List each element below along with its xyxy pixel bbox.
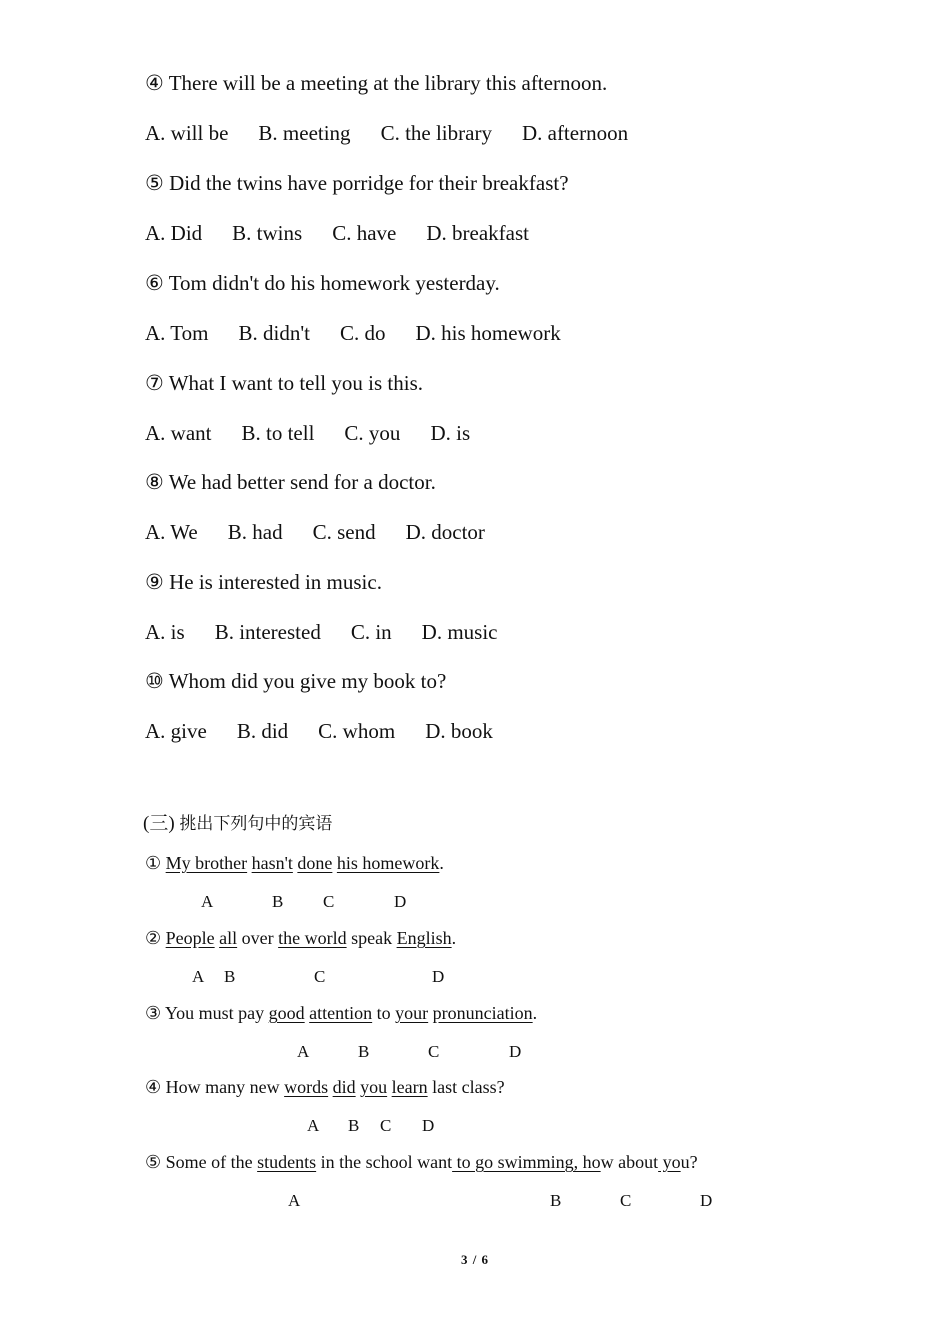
sentence-text: .: [451, 928, 457, 948]
label-d: D: [700, 1191, 713, 1210]
label-d: D: [432, 967, 445, 986]
question-5-options: [145, 221, 559, 246]
option-c: C. the library: [380, 121, 492, 145]
underlined-segment: hasn't: [251, 853, 293, 873]
sentence-text: to: [372, 1003, 396, 1023]
option-d: D. his homework: [415, 321, 561, 345]
question-8-options: [145, 520, 515, 545]
option-a: A. We: [145, 520, 198, 544]
underlined-segment: good: [268, 1003, 305, 1023]
label-b: B: [358, 1042, 370, 1061]
question-10-options: [145, 719, 523, 744]
question-9-options: [145, 620, 528, 645]
label-c: C: [620, 1191, 632, 1210]
section-3-heading: [143, 808, 332, 835]
label-b: B: [224, 967, 236, 986]
object-sentence-4: [145, 1077, 505, 1098]
option-c: C. you: [344, 421, 401, 445]
option-b: B. didn't: [238, 321, 310, 345]
option-c: C. do: [339, 321, 386, 345]
option-d: D. doctor: [405, 520, 485, 544]
option-b: B. had: [227, 520, 283, 544]
option-a: A. Did: [145, 221, 203, 245]
underlined-segment: English: [396, 928, 452, 948]
option-b: B. did: [236, 719, 289, 743]
underlined-segment: did: [332, 1077, 356, 1097]
label-c: C: [428, 1042, 440, 1061]
option-c: C. in: [350, 620, 392, 644]
underlined-segment: words: [284, 1077, 329, 1097]
label-a: A: [297, 1042, 310, 1061]
label-d: D: [422, 1116, 435, 1135]
underlined-segment: learn: [391, 1077, 428, 1097]
underlined-segment: your: [395, 1003, 429, 1023]
underlined-segment: yo: [658, 1152, 681, 1172]
underlined-segment: pronunciation: [432, 1003, 533, 1023]
option-d: D. is: [430, 421, 471, 445]
section-number: (三): [143, 813, 175, 834]
question-8-sentence: ⑧ We had better send for a doctor.: [145, 470, 436, 494]
object-sentence-3: [145, 1003, 537, 1024]
label-a: A: [201, 892, 214, 911]
question-9-sentence: ⑨ He is interested in music.: [145, 570, 382, 594]
sentence-text: .: [439, 853, 444, 873]
label-b: B: [348, 1116, 360, 1135]
question-7-options: [145, 421, 500, 446]
page-number: 3 / 6: [460, 1252, 490, 1267]
question-6-sentence: ⑥ Tom didn't do his homework yesterday.: [145, 271, 500, 295]
option-a: A. want: [145, 421, 212, 445]
underlined-segment: My brother: [165, 853, 248, 873]
option-b: B. interested: [214, 620, 321, 644]
question-4-options: [145, 121, 658, 146]
option-d: D. afternoon: [521, 121, 629, 145]
option-d: D. breakfast: [426, 221, 529, 245]
underlined-segment: the world: [278, 928, 347, 948]
option-a: A. give: [145, 719, 207, 743]
object-sentence-5: [145, 1152, 698, 1173]
label-c: C: [323, 892, 335, 911]
option-c: C. whom: [318, 719, 396, 743]
option-b: B. to tell: [241, 421, 315, 445]
option-b: B. meeting: [258, 121, 351, 145]
label-b: B: [550, 1191, 562, 1210]
sentence-text: w about: [600, 1152, 659, 1172]
option-c: C. have: [332, 221, 397, 245]
object-sentence-1: [145, 853, 444, 874]
option-b: B. twins: [232, 221, 303, 245]
sentence-text: ③ You must pay: [145, 1003, 269, 1023]
sentence-text: ①: [145, 853, 166, 873]
label-d: D: [394, 892, 407, 911]
underlined-segment: attention: [309, 1003, 373, 1023]
option-a: A. is: [145, 620, 185, 644]
underlined-segment: People: [165, 928, 215, 948]
sentence-text: ④ How many new: [145, 1077, 285, 1097]
sentence-text: over: [237, 928, 279, 948]
sentence-text: ②: [145, 928, 166, 948]
underlined-segment: students: [257, 1152, 317, 1172]
label-a: A: [288, 1191, 301, 1210]
question-5-sentence: ⑤ Did the twins have porridge for their breakfast?: [145, 171, 569, 195]
question-6-options: [145, 321, 591, 346]
section-title: 挑出下列句中的宾语: [179, 814, 333, 834]
underlined-segment: to go swimming, ho: [452, 1152, 601, 1172]
option-a: A. will be: [145, 121, 229, 145]
label-a: A: [192, 967, 205, 986]
option-d: D. music: [421, 620, 498, 644]
label-b: B: [272, 892, 284, 911]
underlined-segment: his homework: [336, 853, 440, 873]
sentence-text: speak: [346, 928, 397, 948]
label-d: D: [509, 1042, 522, 1061]
sentence-text: in the school want: [316, 1152, 453, 1172]
underlined-segment: you: [360, 1077, 388, 1097]
option-d: D. book: [425, 719, 493, 743]
underlined-segment: all: [219, 928, 238, 948]
question-4-sentence: ④ There will be a meeting at the library this afternoon.: [145, 71, 608, 95]
sentence-text: .: [532, 1003, 538, 1023]
question-10-sentence: ⑩ Whom did you give my book to?: [145, 669, 447, 693]
option-c: C. send: [312, 520, 376, 544]
label-c: C: [380, 1116, 392, 1135]
sentence-text: last class?: [427, 1077, 505, 1097]
underlined-segment: done: [297, 853, 333, 873]
label-c: C: [314, 967, 326, 986]
question-7-sentence: ⑦ What I want to tell you is this.: [145, 371, 423, 395]
label-a: A: [307, 1116, 320, 1135]
option-a: A. Tom: [145, 321, 209, 345]
object-sentence-2: [145, 928, 456, 949]
sentence-text: ⑤ Some of the: [145, 1152, 258, 1172]
sentence-text: u?: [680, 1152, 698, 1172]
